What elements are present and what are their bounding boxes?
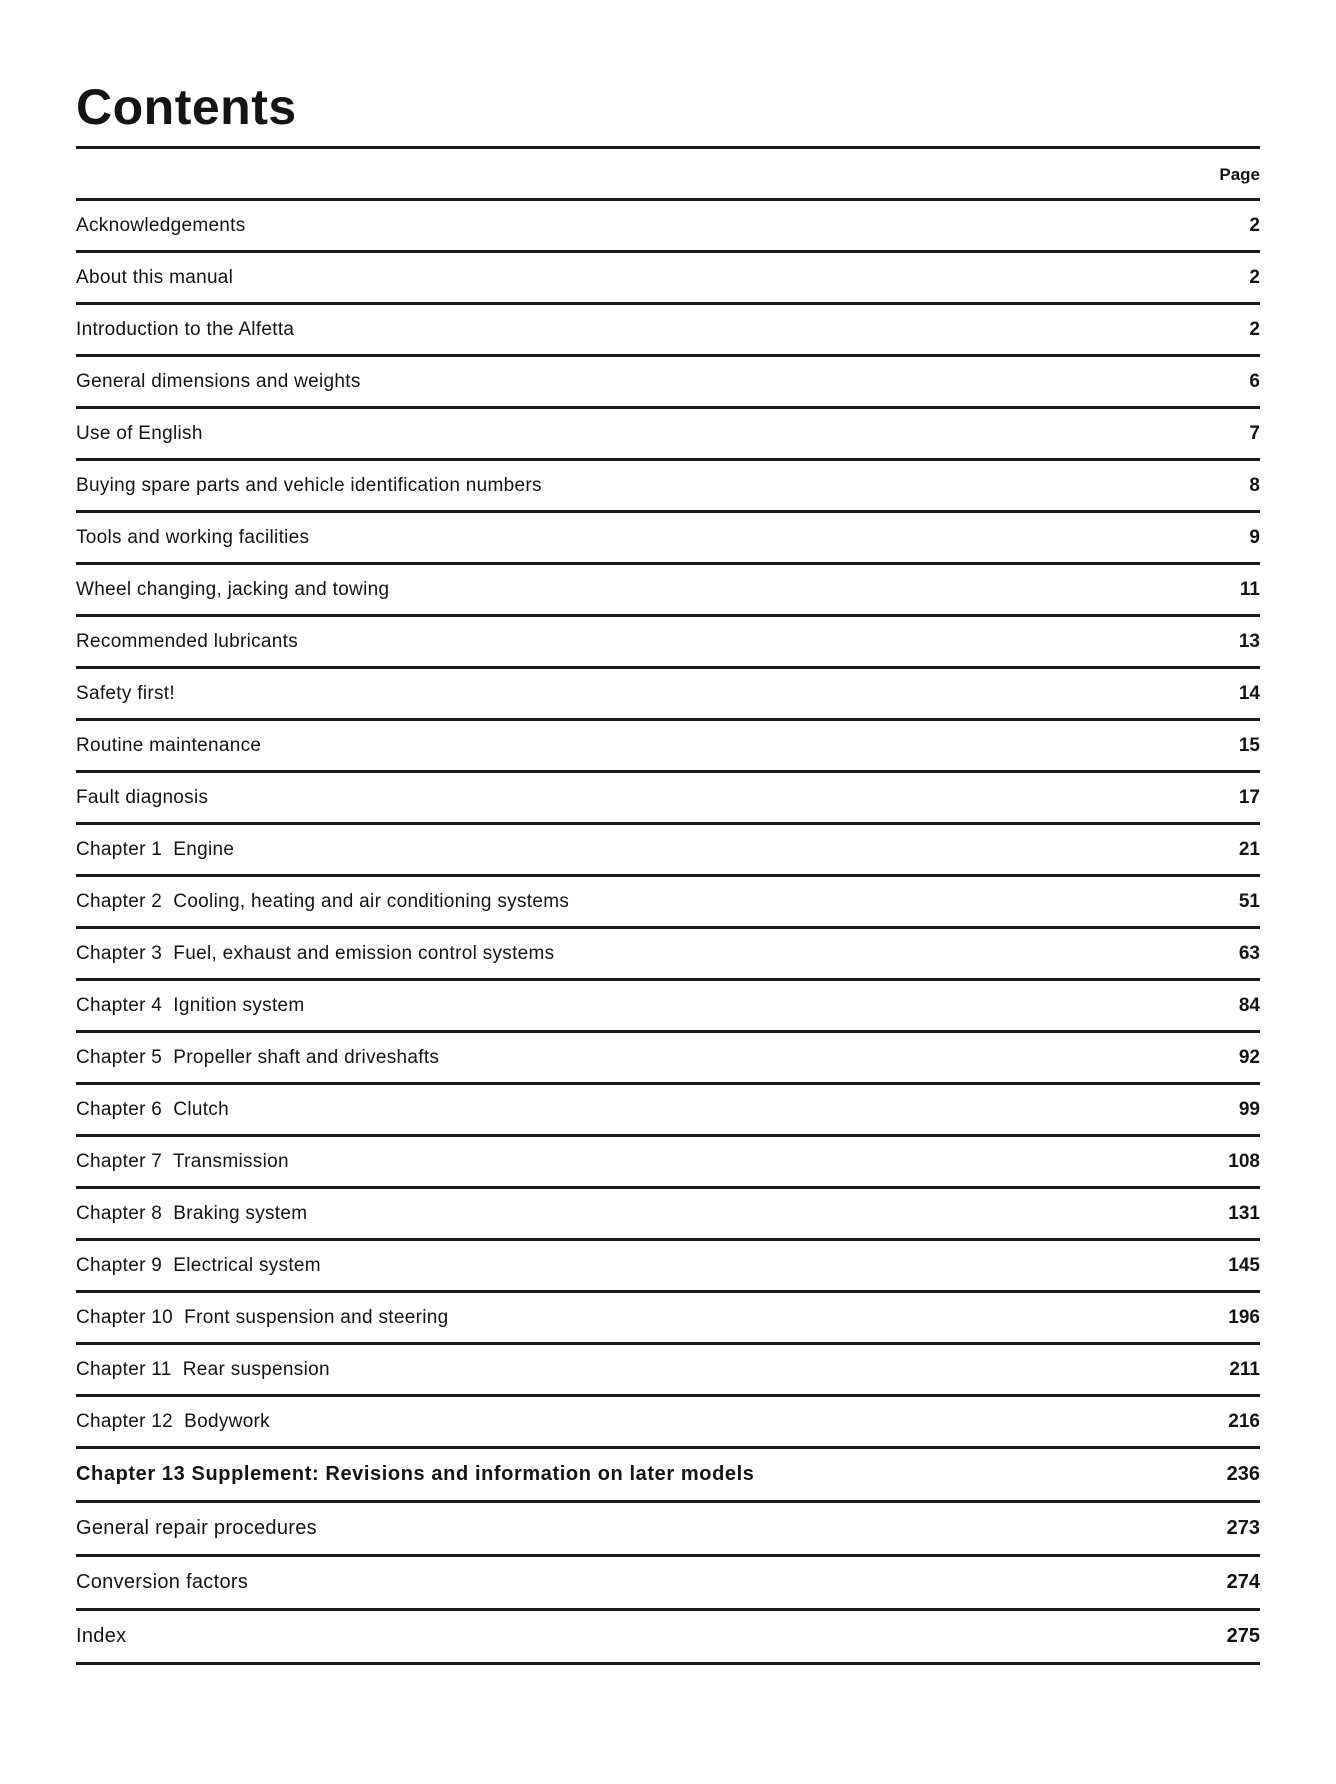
toc-entry-spare-parts[interactable] bbox=[76, 458, 1260, 510]
toc-entry-chapter-13[interactable] bbox=[76, 1446, 1260, 1500]
toc-entry-chapter-9[interactable] bbox=[76, 1238, 1260, 1290]
toc-entry-chapter-10[interactable] bbox=[76, 1290, 1260, 1342]
toc-entry-chapter-5[interactable] bbox=[76, 1030, 1260, 1082]
toc-entry-page: 216 bbox=[1228, 1410, 1260, 1432]
toc-entry-chapter-4[interactable] bbox=[76, 978, 1260, 1030]
toc-entry-label: Tools and working facilities bbox=[76, 526, 310, 548]
toc-entry-page: 2 bbox=[1249, 318, 1260, 340]
toc-entry-chapter-8[interactable] bbox=[76, 1186, 1260, 1238]
toc-entry-label: Chapter 11 Rear suspension bbox=[76, 1358, 330, 1380]
toc-entry-fault-diagnosis[interactable] bbox=[76, 770, 1260, 822]
toc-entry-chapter-6[interactable] bbox=[76, 1082, 1260, 1134]
toc-entry-label: Wheel changing, jacking and towing bbox=[76, 578, 390, 600]
toc-entry-page: 145 bbox=[1228, 1254, 1260, 1276]
toc-entry-label: Recommended lubricants bbox=[76, 630, 299, 652]
toc-entry-routine-maintenance[interactable] bbox=[76, 718, 1260, 770]
toc-entry-page: 7 bbox=[1249, 422, 1260, 444]
toc-entry-page: 6 bbox=[1249, 370, 1260, 392]
toc-entry-page: 17 bbox=[1238, 786, 1260, 808]
toc-entry-label: Chapter 5 Propeller shaft and driveshafts bbox=[76, 1046, 440, 1068]
toc-entry-wheel-changing[interactable] bbox=[76, 562, 1260, 614]
toc-entry-label: Index bbox=[76, 1625, 127, 1647]
toc-entry-label: Chapter 4 Ignition system bbox=[76, 994, 305, 1016]
toc-entry-page: 63 bbox=[1238, 942, 1260, 964]
toc-entry-chapter-2[interactable] bbox=[76, 874, 1260, 926]
toc-entry-label: Chapter 12 Bodywork bbox=[76, 1410, 270, 1432]
toc-entry-general-repair[interactable] bbox=[76, 1500, 1260, 1554]
toc-entry-label: Chapter 13 Supplement: Revisions and information on later models bbox=[76, 1463, 755, 1485]
toc-entry-label: General repair procedures bbox=[76, 1517, 317, 1539]
toc-entry-lubricants[interactable] bbox=[76, 614, 1260, 666]
toc-entry-page: 21 bbox=[1238, 838, 1260, 860]
toc-entry-page: 2 bbox=[1249, 266, 1260, 288]
toc-entry-page: 274 bbox=[1226, 1571, 1260, 1593]
toc-entry-conversion-factors[interactable] bbox=[76, 1554, 1260, 1608]
page-title: Contents bbox=[76, 79, 297, 135]
toc-entry-label: Conversion factors bbox=[76, 1571, 249, 1593]
toc-entry-chapter-3[interactable] bbox=[76, 926, 1260, 978]
toc-entry-label: Use of English bbox=[76, 422, 203, 444]
toc-bottom-divider bbox=[76, 1662, 1260, 1665]
toc-entry-label: Introduction to the Alfetta bbox=[76, 318, 295, 340]
toc-entry-label: Chapter 9 Electrical system bbox=[76, 1254, 321, 1276]
toc-entry-safety-first[interactable] bbox=[76, 666, 1260, 718]
toc-entry-label: Acknowledgements bbox=[76, 214, 246, 236]
toc-entry-page: 9 bbox=[1249, 526, 1260, 548]
toc-entry-label: Chapter 2 Cooling, heating and air conditioning systems bbox=[76, 890, 570, 912]
toc-entry-label: Buying spare parts and vehicle identification numbers bbox=[76, 474, 542, 496]
toc-entry-page: 13 bbox=[1238, 630, 1260, 652]
toc-entry-page: 273 bbox=[1226, 1517, 1260, 1539]
toc-entry-page: 51 bbox=[1238, 890, 1260, 912]
toc-entry-introduction[interactable] bbox=[76, 302, 1260, 354]
toc-entry-label: Chapter 6 Clutch bbox=[76, 1098, 229, 1120]
toc-entry-page: 211 bbox=[1229, 1358, 1260, 1380]
toc-entry-page: 92 bbox=[1238, 1046, 1260, 1068]
toc-entry-about-manual[interactable] bbox=[76, 250, 1260, 302]
toc-entry-page: 196 bbox=[1228, 1306, 1260, 1328]
toc-entry-page: 84 bbox=[1238, 994, 1260, 1016]
toc-list bbox=[76, 198, 1260, 1665]
toc-entry-label: Chapter 1 Engine bbox=[76, 838, 235, 860]
toc-entry-page: 14 bbox=[1238, 682, 1260, 704]
toc-entry-label: Chapter 10 Front suspension and steering bbox=[76, 1306, 449, 1328]
toc-entry-page: 8 bbox=[1249, 474, 1260, 496]
toc-entry-page: 15 bbox=[1238, 734, 1260, 756]
toc-entry-label: Fault diagnosis bbox=[76, 786, 209, 808]
toc-entry-label: About this manual bbox=[76, 266, 234, 288]
toc-entry-dimensions-weights[interactable] bbox=[76, 354, 1260, 406]
toc-entry-label: Chapter 3 Fuel, exhaust and emission control systems bbox=[76, 942, 555, 964]
toc-entry-label: Chapter 7 Transmission bbox=[76, 1150, 289, 1172]
toc-entry-label: Safety first! bbox=[76, 682, 175, 704]
toc-entry-index[interactable] bbox=[76, 1608, 1260, 1662]
toc-entry-tools[interactable] bbox=[76, 510, 1260, 562]
toc-entry-page: 275 bbox=[1226, 1625, 1260, 1647]
toc-entry-page: 236 bbox=[1226, 1463, 1260, 1485]
toc-entry-page: 108 bbox=[1228, 1150, 1260, 1172]
toc-entry-chapter-1[interactable] bbox=[76, 822, 1260, 874]
page-column-header: Page bbox=[1219, 165, 1260, 184]
toc-entry-page: 131 bbox=[1228, 1202, 1260, 1224]
toc-entry-label: Routine maintenance bbox=[76, 734, 262, 756]
toc-entry-page: 11 bbox=[1239, 578, 1260, 600]
toc-entry-page: 99 bbox=[1238, 1098, 1260, 1120]
toc-entry-acknowledgements[interactable] bbox=[76, 198, 1260, 250]
toc-entry-label: General dimensions and weights bbox=[76, 370, 361, 392]
toc-entry-chapter-12[interactable] bbox=[76, 1394, 1260, 1446]
toc-entry-label: Chapter 8 Braking system bbox=[76, 1202, 308, 1224]
toc-entry-chapter-7[interactable] bbox=[76, 1134, 1260, 1186]
title-divider bbox=[76, 146, 1260, 149]
toc-entry-page: 2 bbox=[1249, 214, 1260, 236]
toc-entry-use-of-english[interactable] bbox=[76, 406, 1260, 458]
toc-entry-chapter-11[interactable] bbox=[76, 1342, 1260, 1394]
